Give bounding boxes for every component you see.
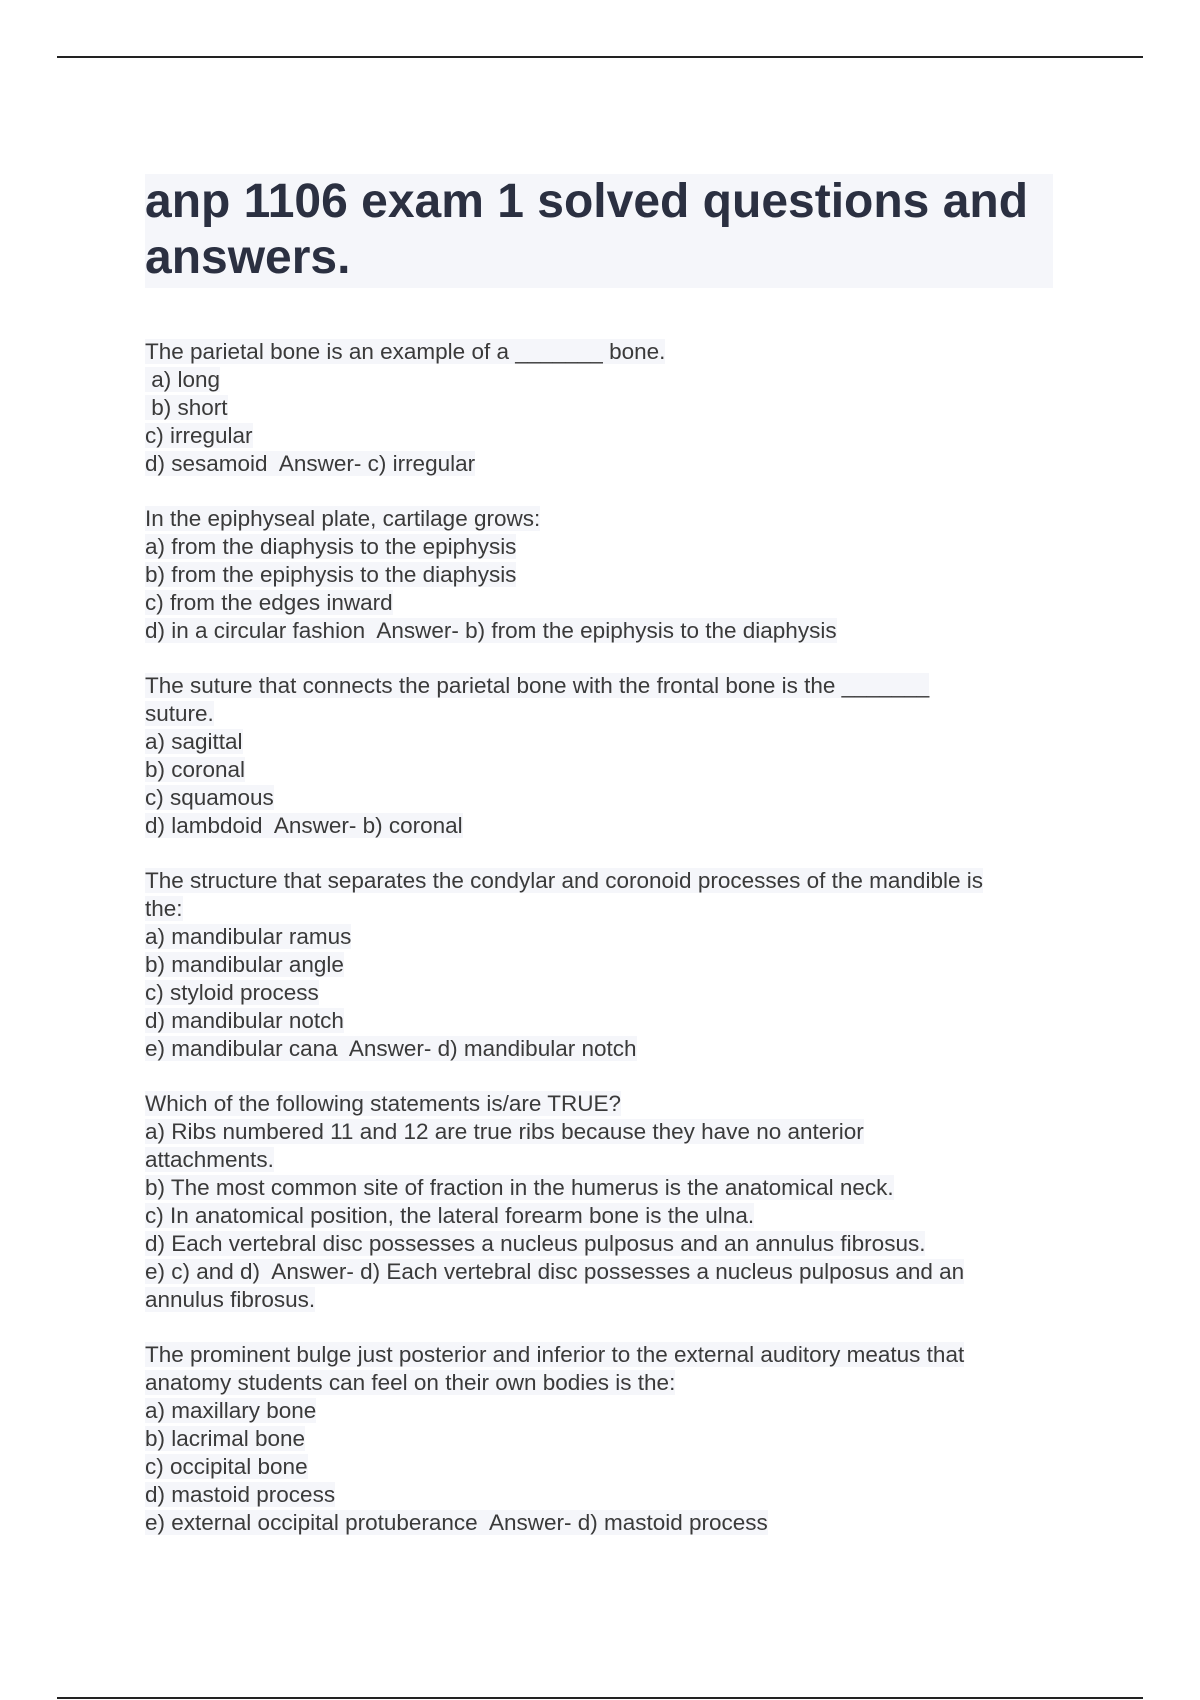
- question-text: suture.: [145, 701, 214, 726]
- question-text: The structure that separates the condylar and coronoid processes of the mandible is: [145, 868, 983, 893]
- answer-option: d) Each vertebral disc possesses a nucleus pulposus and an annulus fibrosus.: [145, 1231, 926, 1256]
- answer-option-with-answer: d) sesamoid Answer- c) irregular: [145, 451, 476, 476]
- question-text: Which of the following statements is/are TRUE?: [145, 1091, 622, 1116]
- question-item: [145, 505, 1065, 645]
- answer-option: c) styloid process: [145, 980, 319, 1005]
- answer-option-with-answer: annulus fibrosus.: [145, 1287, 316, 1312]
- answer-option: c) from the edges inward: [145, 590, 393, 615]
- answer-option: a) sagittal: [145, 729, 243, 754]
- question-text: The suture that connects the parietal bone with the frontal bone is the _______: [145, 673, 930, 698]
- question-text: anatomy students can feel on their own bodies is the:: [145, 1370, 676, 1395]
- answer-option: b) mandibular angle: [145, 952, 344, 977]
- question-text: The parietal bone is an example of a _______ bone.: [145, 339, 666, 364]
- answer-option: d) mastoid process: [145, 1482, 336, 1507]
- answer-option: b) The most common site of fraction in the humerus is the anatomical neck.: [145, 1175, 894, 1200]
- question-text: the:: [145, 896, 183, 921]
- answer-option: a) Ribs numbered 11 and 12 are true ribs because they have no anterior: [145, 1119, 864, 1144]
- answer-option: c) squamous: [145, 785, 274, 810]
- question-list: [145, 338, 1065, 1564]
- answer-option-with-answer: d) lambdoid Answer- b) coronal: [145, 813, 463, 838]
- answer-option-with-answer: e) mandibular cana Answer- d) mandibular notch: [145, 1036, 637, 1061]
- answer-option-with-answer: e) c) and d) Answer- d) Each vertebral disc possesses a nucleus pulposus and an: [145, 1259, 965, 1284]
- header-rule: [57, 56, 1143, 58]
- answer-option: d) mandibular notch: [145, 1008, 344, 1033]
- answer-option: a) from the diaphysis to the epiphysis: [145, 534, 517, 559]
- answer-option: b) from the epiphysis to the diaphysis: [145, 562, 517, 587]
- question-item: [145, 1090, 1065, 1314]
- answer-option: a) maxillary bone: [145, 1398, 317, 1423]
- answer-option: attachments.: [145, 1147, 274, 1172]
- answer-option-with-answer: d) in a circular fashion Answer- b) from the epiphysis to the diaphysis: [145, 618, 837, 643]
- answer-option: b) short: [145, 395, 228, 420]
- document-title: anp 1106 exam 1 solved questions and answers.: [145, 175, 1029, 284]
- answer-option: c) irregular: [145, 423, 253, 448]
- answer-option: c) occipital bone: [145, 1454, 308, 1479]
- question-item: [145, 1341, 1065, 1537]
- question-item: [145, 867, 1065, 1063]
- question-item: [145, 338, 1065, 478]
- footer-rule: [57, 1697, 1143, 1699]
- question-text: The prominent bulge just posterior and inferior to the external auditory meatus that: [145, 1342, 965, 1367]
- title-block: [145, 174, 1053, 288]
- answer-option: a) long: [145, 367, 221, 392]
- question-text: In the epiphyseal plate, cartilage grows:: [145, 506, 541, 531]
- answer-option: a) mandibular ramus: [145, 924, 352, 949]
- answer-option: c) In anatomical position, the lateral forearm bone is the ulna.: [145, 1203, 755, 1228]
- question-item: [145, 672, 1065, 840]
- answer-option: b) lacrimal bone: [145, 1426, 306, 1451]
- answer-option-with-answer: e) external occipital protuberance Answer- d) mastoid process: [145, 1510, 768, 1535]
- answer-option: b) coronal: [145, 757, 246, 782]
